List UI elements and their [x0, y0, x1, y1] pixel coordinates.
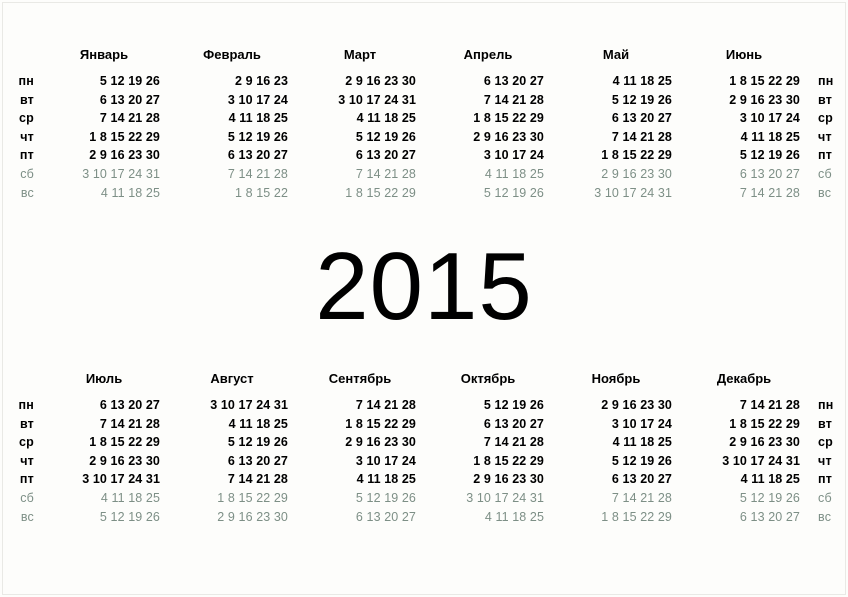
week-row-sun: 2 9 16 23 30 [217, 509, 288, 524]
week-row-sat: 6 13 20 27 [739, 166, 800, 181]
month-title: Июль [85, 371, 123, 386]
week-row-sun: 6 13 20 27 [355, 509, 416, 524]
month-title: Декабрь [716, 371, 772, 386]
week-row-thu: 2 9 16 23 30 [89, 453, 160, 468]
week-row-thu: 1 8 15 22 29 [473, 453, 544, 468]
month-title: Май [602, 47, 630, 62]
week-row-tue: 6 13 20 27 [483, 416, 544, 431]
week-row-sun: 3 10 17 24 31 [594, 185, 672, 200]
week-row-sat: 5 12 19 26 [355, 490, 416, 505]
week-row-fri: 4 11 18 25 [356, 472, 416, 487]
weekday-label-fri: пт [818, 148, 833, 163]
week-row-tue: 2 9 16 23 30 [729, 92, 800, 107]
week-row-fri: 6 13 20 27 [611, 472, 672, 487]
week-row-thu: 3 10 17 24 [355, 453, 416, 468]
week-row-mon: 2 9 16 23 30 [345, 74, 416, 88]
week-row-sat: 4 11 18 25 [100, 490, 160, 505]
months-row-bottom [0, 366, 848, 526]
month-may [552, 42, 680, 202]
week-row-mon: 7 14 21 28 [739, 398, 800, 412]
week-row-wed: 6 13 20 27 [611, 111, 672, 126]
week-row-thu: 4 11 18 25 [740, 129, 800, 144]
week-row-tue: 1 8 15 22 29 [345, 416, 416, 431]
week-row-wed: 3 10 17 24 [739, 111, 800, 126]
week-row-wed: 1 8 15 22 29 [473, 111, 544, 126]
weekday-label-sun: вс [20, 509, 34, 524]
week-row-mon: 2 9 16 23 [234, 74, 288, 88]
week-row-thu: 3 10 17 24 31 [722, 453, 800, 468]
month-august [168, 366, 296, 526]
month-title: Август [210, 371, 254, 386]
week-row-sun: 1 8 15 22 29 [601, 509, 672, 524]
weekday-label-wed: ср [19, 111, 34, 126]
week-row-fri: 7 14 21 28 [227, 472, 288, 487]
week-row-tue: 1 8 15 22 29 [729, 416, 800, 431]
week-row-sun: 4 11 18 25 [484, 509, 544, 524]
month-title: Ноябрь [591, 371, 641, 386]
week-row-sat: 1 8 15 22 29 [217, 490, 288, 505]
week-row-wed: 1 8 15 22 29 [89, 435, 160, 450]
week-row-mon: 5 12 19 26 [99, 74, 160, 88]
week-row-wed: 4 11 18 25 [228, 111, 288, 126]
month-title: Октябрь [460, 371, 516, 386]
month-december [680, 366, 808, 526]
weekday-label-fri: пт [19, 472, 34, 487]
weekday-label-tue: вт [19, 92, 34, 107]
weekday-column-right-bottom [808, 366, 848, 526]
weekday-label-sat: сб [20, 166, 34, 181]
weekday-label-mon: пн [18, 74, 34, 88]
weekday-label-tue: вт [818, 416, 833, 431]
month-title: Июнь [725, 47, 763, 62]
week-row-sun: 5 12 19 26 [99, 509, 160, 524]
weekday-column-left-bottom [0, 366, 40, 526]
month-september [296, 366, 424, 526]
week-row-wed: 2 9 16 23 30 [345, 435, 416, 450]
week-row-sun: 7 14 21 28 [739, 185, 800, 200]
week-row-fri: 4 11 18 25 [740, 472, 800, 487]
calendar-half-second [0, 366, 848, 526]
week-row-fri: 5 12 19 26 [739, 148, 800, 163]
week-row-tue: 6 13 20 27 [99, 92, 160, 107]
month-october [424, 366, 552, 526]
week-row-sat: 7 14 21 28 [611, 490, 672, 505]
week-row-mon: 7 14 21 28 [355, 398, 416, 412]
weekday-label-wed: ср [818, 111, 833, 126]
weekday-label-thu: чт [20, 129, 34, 144]
weekday-column-left-top [0, 42, 40, 202]
week-row-wed: 4 11 18 25 [356, 111, 416, 126]
week-row-wed: 5 12 19 26 [227, 435, 288, 450]
month-january [40, 42, 168, 202]
weekday-label-sun: вс [818, 509, 832, 524]
week-row-mon: 5 12 19 26 [483, 398, 544, 412]
month-march [296, 42, 424, 202]
week-row-fri: 2 9 16 23 30 [89, 148, 160, 163]
week-row-sun: 1 8 15 22 29 [345, 185, 416, 200]
weekday-label-thu: чт [818, 129, 832, 144]
month-title: Январь [79, 47, 129, 62]
week-row-thu: 6 13 20 27 [227, 453, 288, 468]
weekday-label-mon: пн [818, 398, 834, 412]
week-row-sat: 4 11 18 25 [484, 166, 544, 181]
weekday-label-sat: сб [20, 490, 34, 505]
weekday-label-fri: пт [818, 472, 833, 487]
week-row-mon: 3 10 17 24 31 [210, 398, 288, 412]
week-row-sat: 2 9 16 23 30 [601, 166, 672, 181]
week-row-sat: 7 14 21 28 [227, 166, 288, 181]
month-title: Апрель [463, 47, 513, 62]
week-row-tue: 7 14 21 28 [99, 416, 160, 431]
week-row-mon: 4 11 18 25 [612, 74, 672, 88]
week-row-wed: 7 14 21 28 [99, 111, 160, 126]
week-row-mon: 6 13 20 27 [483, 74, 544, 88]
week-row-tue: 5 12 19 26 [611, 92, 672, 107]
weekday-column-right-top [808, 42, 848, 202]
week-row-thu: 7 14 21 28 [611, 129, 672, 144]
week-row-thu: 5 12 19 26 [355, 129, 416, 144]
weekday-label-mon: пн [18, 398, 34, 412]
month-july [40, 366, 168, 526]
week-row-mon: 1 8 15 22 29 [729, 74, 800, 88]
week-row-wed: 4 11 18 25 [612, 435, 672, 450]
weekday-label-tue: вт [19, 416, 34, 431]
month-title: Сентябрь [328, 371, 392, 386]
week-row-fri: 6 13 20 27 [355, 148, 416, 163]
week-row-thu: 5 12 19 26 [227, 129, 288, 144]
weekday-label-sun: вс [818, 185, 832, 200]
week-row-sun: 4 11 18 25 [100, 185, 160, 200]
week-row-mon: 2 9 16 23 30 [601, 398, 672, 412]
week-row-sun: 6 13 20 27 [739, 509, 800, 524]
week-row-sun: 5 12 19 26 [483, 185, 544, 200]
week-row-fri: 3 10 17 24 [483, 148, 544, 163]
weekday-label-fri: пт [19, 148, 34, 163]
week-row-sat: 5 12 19 26 [739, 490, 800, 505]
weekday-label-tue: вт [818, 92, 833, 107]
week-row-thu: 1 8 15 22 29 [89, 129, 160, 144]
month-april [424, 42, 552, 202]
week-row-thu: 2 9 16 23 30 [473, 129, 544, 144]
weekday-label-sat: сб [818, 166, 832, 181]
months-row-top [0, 42, 848, 202]
week-row-thu: 5 12 19 26 [611, 453, 672, 468]
week-row-wed: 2 9 16 23 30 [729, 435, 800, 450]
weekday-label-wed: ср [19, 435, 34, 450]
weekday-label-wed: ср [818, 435, 833, 450]
week-row-tue: 3 10 17 24 [227, 92, 288, 107]
weekday-label-sun: вс [20, 185, 34, 200]
week-row-tue: 4 11 18 25 [228, 416, 288, 431]
weekday-label-thu: чт [20, 453, 34, 468]
week-row-tue: 7 14 21 28 [483, 92, 544, 107]
week-row-fri: 1 8 15 22 29 [601, 148, 672, 163]
week-row-sun: 1 8 15 22 [234, 185, 288, 200]
weekday-label-mon: пн [818, 74, 834, 88]
week-row-tue: 3 10 17 24 [611, 416, 672, 431]
month-november [552, 366, 680, 526]
month-june [680, 42, 808, 202]
week-row-fri: 3 10 17 24 31 [82, 472, 160, 487]
week-row-wed: 7 14 21 28 [483, 435, 544, 450]
month-february [168, 42, 296, 202]
week-row-fri: 6 13 20 27 [227, 148, 288, 163]
weekday-label-sat: сб [818, 490, 832, 505]
week-row-sat: 3 10 17 24 31 [82, 166, 160, 181]
month-title: Март [343, 47, 377, 62]
week-row-sat: 7 14 21 28 [355, 166, 416, 181]
week-row-fri: 2 9 16 23 30 [473, 472, 544, 487]
calendar-half-first [0, 42, 848, 202]
week-row-sat: 3 10 17 24 31 [466, 490, 544, 505]
week-row-tue: 3 10 17 24 31 [338, 92, 416, 107]
year-label: 2015 [315, 233, 533, 340]
weekday-label-thu: чт [818, 453, 832, 468]
week-row-mon: 6 13 20 27 [99, 398, 160, 412]
month-title: Февраль [203, 47, 261, 62]
